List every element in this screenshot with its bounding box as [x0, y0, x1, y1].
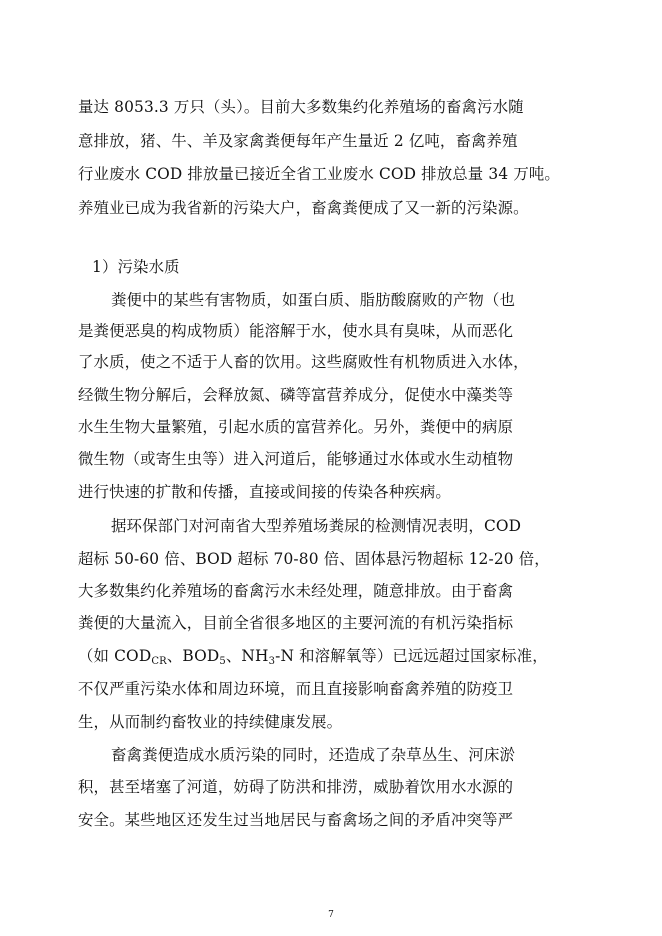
text-line: 微生物（或寄生虫等）进入河道后，能够通过水体或水生动植物 — [78, 450, 514, 468]
cod-subscript: CR — [151, 656, 167, 667]
text-line: 进行快速的扩散和传播，直接或间接的传染各种疾病。 — [78, 483, 451, 501]
text-line: 意排放，猪、牛、羊及家禽粪便每年产生量近 2 亿吨，畜禽养殖 — [78, 132, 518, 150]
text-line: 安全。某些地区还发生过当地居民与畜禽场之间的矛盾冲突等严 — [78, 811, 514, 829]
text-line: 量达 8053.3 万只（头）。目前大多数集约化养殖场的畜禽污水随 — [78, 98, 524, 116]
formula-line — [78, 644, 548, 668]
formula-nh: 、NH — [225, 647, 269, 665]
text-line: 畜禽粪便造成水质污染的同时，还造成了杂草丛生、河床淤 — [111, 746, 516, 764]
formula-open: （如 COD — [78, 647, 152, 665]
text-line: 据环保部门对河南省大型养殖场粪尿的检测情况表明，COD — [111, 517, 522, 535]
page-number: 7 — [328, 910, 334, 920]
text-line: 粪便中的某些有害物质，如蛋白质、脂肪酸腐败的产物（也 — [111, 291, 516, 309]
formula-bod: 、BOD — [166, 647, 220, 665]
text-line: 不仅严重污染水体和周边环境，而且直接影响畜禽养殖的防疫卫 — [78, 680, 514, 698]
text-line: 了水质，使之不适于人畜的饮用。这些腐败性有机物质进入水体， — [78, 353, 529, 371]
text-line: 粪便的大量流入，目前全省很多地区的主要河流的有机污染指标 — [78, 614, 514, 632]
bod-subscript: 5 — [219, 656, 226, 667]
text-line: 水生生物大量繁殖，引起水质的富营养化。另外，粪便中的病原 — [78, 418, 514, 436]
nh-subscript: 3 — [268, 656, 276, 667]
text-line: 行业废水 COD 排放量已接近全省工业废水 COD 排放总量 34 万吨。 — [78, 165, 560, 183]
text-line: 养殖业已成为我省新的污染大户，畜禽粪便成了又一新的污染源。 — [78, 199, 529, 217]
text-line: 生，从而制约畜牧业的持续健康发展。 — [78, 713, 343, 731]
text-line: 大多数集约化养殖场的畜禽污水未经处理，随意排放。由于畜禽 — [78, 582, 514, 600]
formula-rest: -N 和溶解氧等）已远远超过国家标准， — [275, 647, 548, 665]
text-line: 超标 50-60 倍、BOD 超标 70-80 倍、固体悬污物超标 12-20 倍， — [78, 550, 550, 568]
text-line: 经微生物分解后，会释放氮、磷等富营养成分，促使水中藻类等 — [78, 386, 514, 404]
section-heading: 1）污染水质 — [92, 258, 180, 276]
text-line: 积，甚至堵塞了河道，妨碍了防洪和排涝，威胁着饮用水水源的 — [78, 778, 514, 796]
text-line: 是粪便恶臭的构成物质）能溶解于水，使水具有臭味，从而恶化 — [78, 322, 514, 340]
